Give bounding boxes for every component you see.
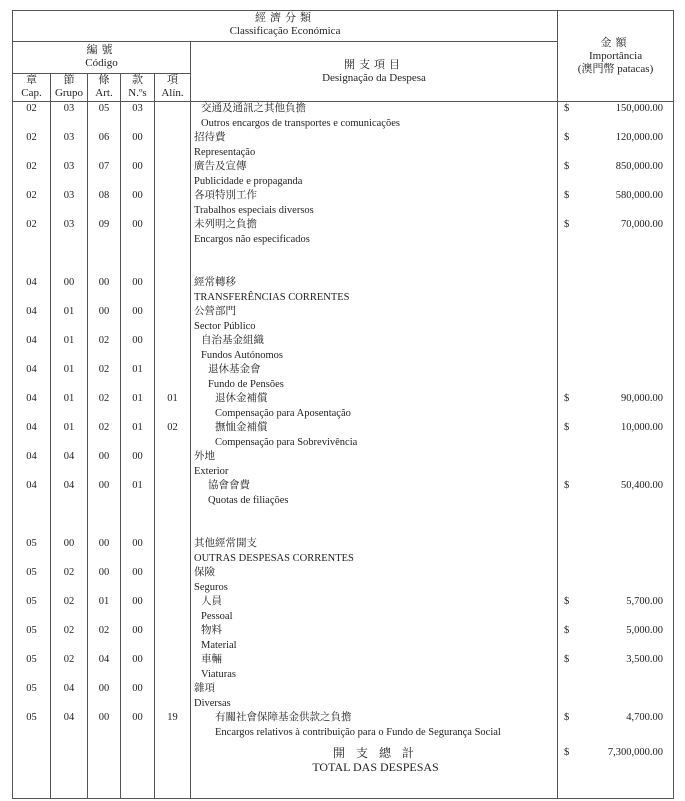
- total-zh: 開 支 總 計: [333, 746, 419, 760]
- currency-symbol: $: [564, 190, 570, 201]
- table-row: [13, 711, 674, 740]
- col-zh: 條: [98, 74, 110, 86]
- table-row: [13, 682, 674, 711]
- col-zh: 章: [26, 74, 37, 86]
- designation-zh: 其他經常開支: [194, 538, 257, 549]
- designation-zh: 外地: [194, 451, 215, 462]
- currency-symbol: $: [564, 132, 570, 143]
- amount-cell: [558, 102, 674, 132]
- designation-pt: Publicidade e propaganda: [194, 175, 303, 187]
- designation-pt: Compensação para Sobrevivência: [215, 436, 358, 448]
- amount-pt: Importância: [588, 49, 643, 62]
- code-art: 04: [88, 653, 121, 682]
- code-alin: [155, 131, 191, 160]
- table-row: [13, 305, 674, 334]
- amount-cell: [558, 566, 674, 595]
- designation-pt: Trabalhos especiais diversos: [194, 204, 314, 216]
- col-header-alin: [155, 74, 191, 102]
- code-grupo: 03: [51, 218, 88, 247]
- designation: [191, 479, 558, 508]
- col-header-grupo: [51, 74, 88, 102]
- title-zh: 經濟分類: [255, 12, 316, 24]
- code-cap: 02: [13, 218, 51, 247]
- designation-pt: Compensação para Aposentação: [215, 407, 351, 419]
- code-alin: [155, 479, 191, 508]
- code-cap: 05: [13, 711, 51, 740]
- table-row: [13, 595, 674, 624]
- total-row: [13, 740, 674, 799]
- designation-pt: Encargos relativos à contribuição para o Fundo de Segurança Social: [215, 726, 501, 738]
- amount-value: 5,700.00: [626, 596, 664, 607]
- amount-cell: [558, 305, 674, 334]
- code-grupo: 04: [51, 682, 88, 711]
- code-grupo: 04: [51, 479, 88, 508]
- code-header: [13, 42, 191, 74]
- currency-symbol: $: [564, 625, 570, 636]
- designation: [191, 392, 558, 421]
- table-row: [13, 450, 674, 479]
- total-label: [191, 740, 558, 799]
- code-ns: 00: [121, 334, 155, 363]
- code-alin: [155, 189, 191, 218]
- designation: [191, 334, 558, 363]
- amount-value: 120,000.00: [615, 132, 664, 143]
- code-art: 00: [88, 450, 121, 479]
- amount-value: 70,000.00: [621, 219, 664, 230]
- amount-value: 850,000.00: [615, 161, 664, 172]
- table-row: [13, 334, 674, 363]
- code-grupo: 03: [51, 102, 88, 132]
- code-cap: 04: [13, 334, 51, 363]
- amount-cell: [558, 653, 674, 682]
- code-cap: 04: [13, 450, 51, 479]
- designation-zh: 保險: [194, 567, 215, 578]
- code-art: 05: [88, 102, 121, 132]
- spacer-row: [13, 247, 674, 276]
- col-pt: Art.: [95, 87, 113, 99]
- code-ns: 00: [121, 160, 155, 189]
- code-cap: 02: [13, 131, 51, 160]
- code-alin: 01: [155, 392, 191, 421]
- total-amount-cell: [558, 740, 674, 799]
- code-cap: 05: [13, 595, 51, 624]
- code-art: 02: [88, 363, 121, 392]
- amount-zh: 金額: [600, 36, 631, 49]
- amount-cell: [558, 711, 674, 740]
- code-ns: 00: [121, 276, 155, 305]
- table-row: [13, 363, 674, 392]
- code-ns: 01: [121, 392, 155, 421]
- designation: [191, 218, 558, 247]
- designation-pt: Seguros: [194, 581, 228, 593]
- amount-cell: [558, 189, 674, 218]
- code-art: 02: [88, 421, 121, 450]
- code-art: 02: [88, 624, 121, 653]
- currency-symbol: $: [564, 654, 570, 665]
- col-zh: 款: [132, 74, 143, 86]
- amount-value: 10,000.00: [621, 422, 664, 433]
- designation-pt: Viaturas: [201, 668, 236, 680]
- code-ns: 00: [121, 711, 155, 740]
- amount-cell: [558, 363, 674, 392]
- code-ns: 00: [121, 566, 155, 595]
- code-alin: [155, 334, 191, 363]
- code-art: 00: [88, 305, 121, 334]
- code-pt: Código: [85, 57, 118, 69]
- designation-zh: 有關社會保障基金供款之負擔: [215, 712, 352, 723]
- code-grupo: 02: [51, 595, 88, 624]
- code-alin: [155, 160, 191, 189]
- code-art: 08: [88, 189, 121, 218]
- col-zh: 節: [63, 74, 75, 86]
- code-cap: 02: [13, 160, 51, 189]
- code-cap: 05: [13, 682, 51, 711]
- code-grupo: 02: [51, 566, 88, 595]
- code-cap: 05: [13, 537, 51, 566]
- code-alin: [155, 595, 191, 624]
- designation-zh: 協會會費: [208, 480, 250, 491]
- code-ns: 01: [121, 363, 155, 392]
- designation-header: [191, 42, 558, 102]
- designation: [191, 682, 558, 711]
- code-art: 00: [88, 537, 121, 566]
- code-alin: [155, 218, 191, 247]
- code-art: 06: [88, 131, 121, 160]
- designation: [191, 276, 558, 305]
- designation-zh: 雜項: [194, 683, 215, 694]
- code-ns: 00: [121, 682, 155, 711]
- code-art: 01: [88, 595, 121, 624]
- code-cap: 05: [13, 624, 51, 653]
- designation: [191, 566, 558, 595]
- designation: [191, 160, 558, 189]
- table-row: [13, 653, 674, 682]
- code-ns: 00: [121, 653, 155, 682]
- designation-zh: 招待費: [194, 132, 226, 143]
- code-grupo: 02: [51, 624, 88, 653]
- code-cap: 05: [13, 566, 51, 595]
- designation-pt: Diversas: [194, 697, 231, 709]
- code-cap: 04: [13, 421, 51, 450]
- col-pt: N.ºs: [128, 87, 147, 99]
- designation-zh: 自治基金組織: [201, 335, 264, 346]
- amount-value: 5,000.00: [626, 625, 664, 636]
- code-ns: 03: [121, 102, 155, 132]
- designation-pt: Outros encargos de transportes e comunicações: [201, 117, 400, 129]
- designation: [191, 624, 558, 653]
- code-art: 00: [88, 566, 121, 595]
- total-pt: TOTAL DAS DESPESAS: [312, 760, 439, 774]
- amount-cell: [558, 276, 674, 305]
- code-alin: [155, 363, 191, 392]
- designation-pt: Material: [201, 639, 237, 651]
- code-cap: 04: [13, 305, 51, 334]
- code-art: 00: [88, 276, 121, 305]
- amount-cell: [558, 421, 674, 450]
- designation-zh: 車輛: [201, 654, 222, 665]
- code-grupo: 04: [51, 450, 88, 479]
- code-grupo: 00: [51, 276, 88, 305]
- code-grupo: 00: [51, 537, 88, 566]
- designation-zh: 開支項目: [344, 58, 405, 71]
- code-zh: 編號: [86, 44, 117, 56]
- code-art: 00: [88, 479, 121, 508]
- col-pt: Alín.: [161, 87, 184, 99]
- designation-pt: TRANSFERÊNCIAS CORRENTES: [194, 291, 350, 303]
- code-ns: 00: [121, 624, 155, 653]
- amount-cell: [558, 479, 674, 508]
- code-grupo: 04: [51, 711, 88, 740]
- classification-header: [13, 11, 558, 42]
- table-row: [13, 624, 674, 653]
- amount-cell: [558, 537, 674, 566]
- designation-zh: 未列明之負擔: [194, 219, 257, 230]
- table-row: [13, 160, 674, 189]
- col-header-ns: [121, 74, 155, 102]
- currency-symbol: $: [564, 422, 570, 433]
- designation: [191, 305, 558, 334]
- currency-symbol: $: [564, 393, 570, 404]
- code-art: 00: [88, 682, 121, 711]
- code-alin: [155, 653, 191, 682]
- currency-symbol: $: [564, 480, 570, 491]
- code-grupo: 01: [51, 421, 88, 450]
- amount-cell: [558, 160, 674, 189]
- amount-unit: (澳門幣 patacas): [577, 62, 654, 75]
- designation-zh: 退休金補償: [215, 393, 268, 404]
- code-alin: [155, 566, 191, 595]
- code-alin: 19: [155, 711, 191, 740]
- code-cap: 05: [13, 653, 51, 682]
- designation-pt: Fundo de Pensões: [208, 378, 284, 390]
- col-pt: Grupo: [54, 87, 84, 99]
- code-art: 09: [88, 218, 121, 247]
- code-alin: [155, 537, 191, 566]
- code-grupo: 03: [51, 160, 88, 189]
- designation-pt: Sector Público: [194, 320, 256, 332]
- col-header-cap: [13, 74, 51, 102]
- amount-cell: [558, 218, 674, 247]
- code-ns: 00: [121, 218, 155, 247]
- amount-value: 3,500.00: [626, 654, 664, 665]
- amount-cell: [558, 624, 674, 653]
- code-grupo: 03: [51, 189, 88, 218]
- amount-cell: [558, 682, 674, 711]
- designation: [191, 537, 558, 566]
- designation-pt: Encargos não especificados: [194, 233, 310, 245]
- table-row: [13, 276, 674, 305]
- code-cap: 04: [13, 276, 51, 305]
- code-ns: 00: [121, 595, 155, 624]
- code-alin: [155, 450, 191, 479]
- code-grupo: 02: [51, 653, 88, 682]
- table-row: [13, 537, 674, 566]
- amount-cell: [558, 131, 674, 160]
- code-cap: 04: [13, 363, 51, 392]
- code-alin: [155, 682, 191, 711]
- code-cap: 04: [13, 479, 51, 508]
- amount-value: 50,400.00: [621, 480, 664, 491]
- col-header-art: [88, 74, 121, 102]
- amount-value: 580,000.00: [615, 190, 664, 201]
- title-pt: Classificação Económica: [229, 25, 341, 37]
- table-row: [13, 566, 674, 595]
- code-art: 02: [88, 334, 121, 363]
- designation: [191, 131, 558, 160]
- amount-value: 150,000.00: [615, 103, 664, 114]
- code-art: 00: [88, 711, 121, 740]
- currency-symbol: $: [564, 161, 570, 172]
- code-ns: 01: [121, 479, 155, 508]
- designation-zh: 退休基金會: [208, 364, 261, 375]
- code-grupo: 01: [51, 363, 88, 392]
- designation-zh: 撫恤金補償: [215, 422, 268, 433]
- designation-zh: 交通及通訊之其他負擔: [201, 103, 306, 114]
- designation-zh: 各項特別工作: [194, 190, 257, 201]
- code-alin: [155, 102, 191, 132]
- designation: [191, 653, 558, 682]
- amount-cell: [558, 595, 674, 624]
- designation-zh: 經常轉移: [194, 277, 236, 288]
- currency-symbol: $: [564, 747, 570, 758]
- designation-pt: Representação: [194, 146, 256, 158]
- currency-symbol: $: [564, 712, 570, 723]
- table-row: [13, 421, 674, 450]
- code-alin: [155, 624, 191, 653]
- designation: [191, 711, 558, 740]
- code-cap: 02: [13, 189, 51, 218]
- code-alin: [155, 305, 191, 334]
- code-ns: 00: [121, 305, 155, 334]
- code-ns: 01: [121, 421, 155, 450]
- designation: [191, 450, 558, 479]
- table-row: [13, 218, 674, 247]
- code-grupo: 01: [51, 305, 88, 334]
- designation: [191, 102, 558, 132]
- designation-zh: 物料: [201, 625, 222, 636]
- amount-cell: [558, 392, 674, 421]
- currency-symbol: $: [564, 219, 570, 230]
- col-zh: 項: [167, 74, 178, 86]
- amount-value: 4,700.00: [626, 712, 664, 723]
- code-grupo: 03: [51, 131, 88, 160]
- designation: [191, 363, 558, 392]
- code-grupo: 01: [51, 334, 88, 363]
- table-row: [13, 102, 674, 132]
- designation: [191, 189, 558, 218]
- designation-pt: OUTRAS DESPESAS CORRENTES: [194, 552, 354, 564]
- designation-pt: Fundos Autónomos: [201, 349, 283, 361]
- designation-pt: Exterior: [194, 465, 229, 477]
- code-art: 02: [88, 392, 121, 421]
- currency-symbol: $: [564, 596, 570, 607]
- code-grupo: 01: [51, 392, 88, 421]
- amount-cell: [558, 450, 674, 479]
- table-row: [13, 189, 674, 218]
- designation-zh: 人員: [201, 596, 222, 607]
- amount-cell: [558, 334, 674, 363]
- designation-pt: Pessoal: [201, 610, 233, 622]
- code-art: 07: [88, 160, 121, 189]
- code-ns: 00: [121, 537, 155, 566]
- table-row: [13, 392, 674, 421]
- col-pt: Cap.: [21, 87, 42, 99]
- designation-zh: 廣告及宣傳: [194, 161, 247, 172]
- total-amount: 7,300,000.00: [607, 747, 664, 758]
- amount-value: 90,000.00: [621, 393, 664, 404]
- code-cap: 04: [13, 392, 51, 421]
- spacer-row: [13, 508, 674, 537]
- code-alin: 02: [155, 421, 191, 450]
- code-ns: 00: [121, 450, 155, 479]
- code-ns: 00: [121, 131, 155, 160]
- table-row: [13, 479, 674, 508]
- code-cap: 02: [13, 102, 51, 132]
- designation: [191, 595, 558, 624]
- designation-zh: 公營部門: [194, 306, 236, 317]
- currency-symbol: $: [564, 103, 570, 114]
- amount-header: [558, 11, 674, 102]
- designation-pt: Designação da Despesa: [322, 71, 426, 84]
- code-ns: 00: [121, 189, 155, 218]
- code-alin: [155, 276, 191, 305]
- designation: [191, 421, 558, 450]
- designation-pt: Quotas de filiações: [208, 494, 289, 506]
- economic-classification-table: [12, 10, 674, 799]
- table-row: [13, 131, 674, 160]
